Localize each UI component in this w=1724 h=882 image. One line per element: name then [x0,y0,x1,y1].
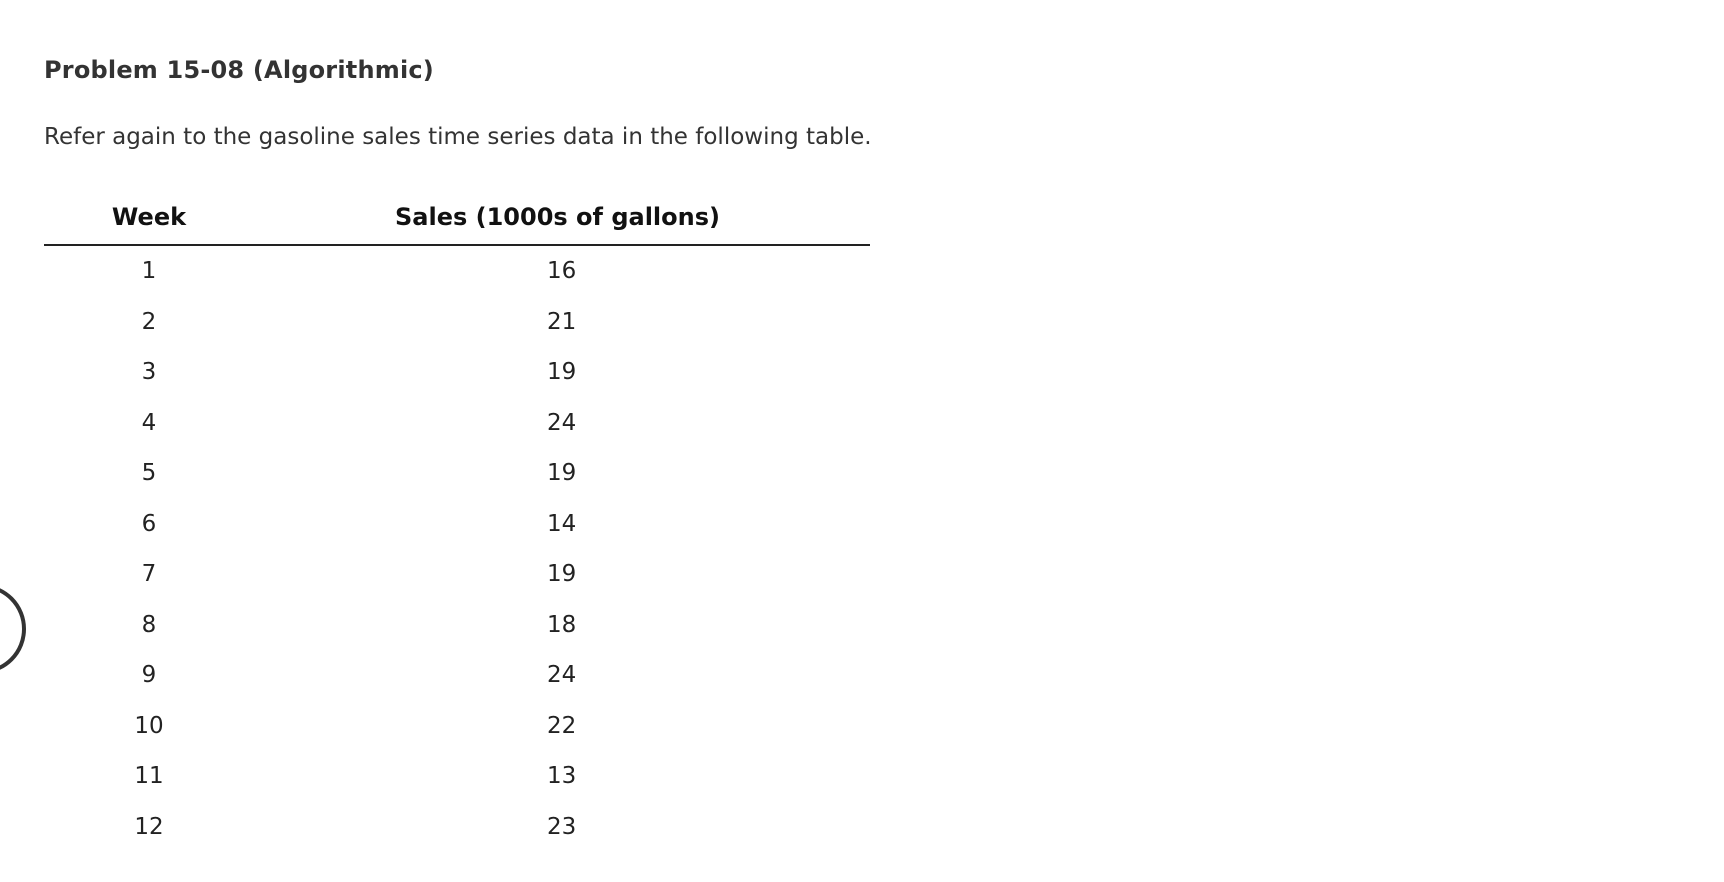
sales-cell: 18 [547,611,577,638]
week-cell: 3 [141,359,157,386]
week-column-header: Week [44,200,254,245]
table-row [44,347,870,398]
problem-title: Problem 15-08 (Algorithmic) [44,56,434,84]
week-cell: 4 [141,409,157,436]
sales-cell: 21 [547,308,577,335]
week-cell: 10 [134,712,164,739]
table-row [44,245,870,297]
week-cell: 6 [141,510,157,537]
sales-cell: 14 [547,510,577,537]
sales-cell: 22 [547,712,577,739]
sales-cell: 19 [547,359,577,386]
table-row [44,701,870,752]
sales-cell: 13 [547,763,577,790]
problem-intro: Refer again to the gasoline sales time series data in the following table. [44,124,872,150]
week-cell: 2 [141,308,157,335]
table-row [44,499,870,550]
table-row [44,297,870,348]
sales-cell: 24 [547,662,577,689]
table-row [44,751,870,802]
week-cell: 9 [141,662,157,689]
table-row [44,549,870,600]
table-row [44,600,870,651]
sales-cell: 16 [547,258,577,285]
sales-table [44,200,870,852]
table-row [44,650,870,701]
sales-cell: 23 [547,813,577,840]
week-cell: 1 [141,258,157,285]
sales-column-header: Sales (1000s of gallons) [254,200,870,245]
sales-cell: 24 [547,409,577,436]
circle-outline-icon [0,584,26,674]
week-cell: 5 [141,460,157,487]
week-cell: 11 [134,763,164,790]
week-cell: 8 [141,611,157,638]
table-row [44,448,870,499]
sales-cell: 19 [547,561,577,588]
week-cell: 12 [134,813,164,840]
table-header-row [44,200,870,245]
table-row [44,802,870,853]
week-cell: 7 [141,561,157,588]
table-row [44,398,870,449]
sales-cell: 19 [547,460,577,487]
